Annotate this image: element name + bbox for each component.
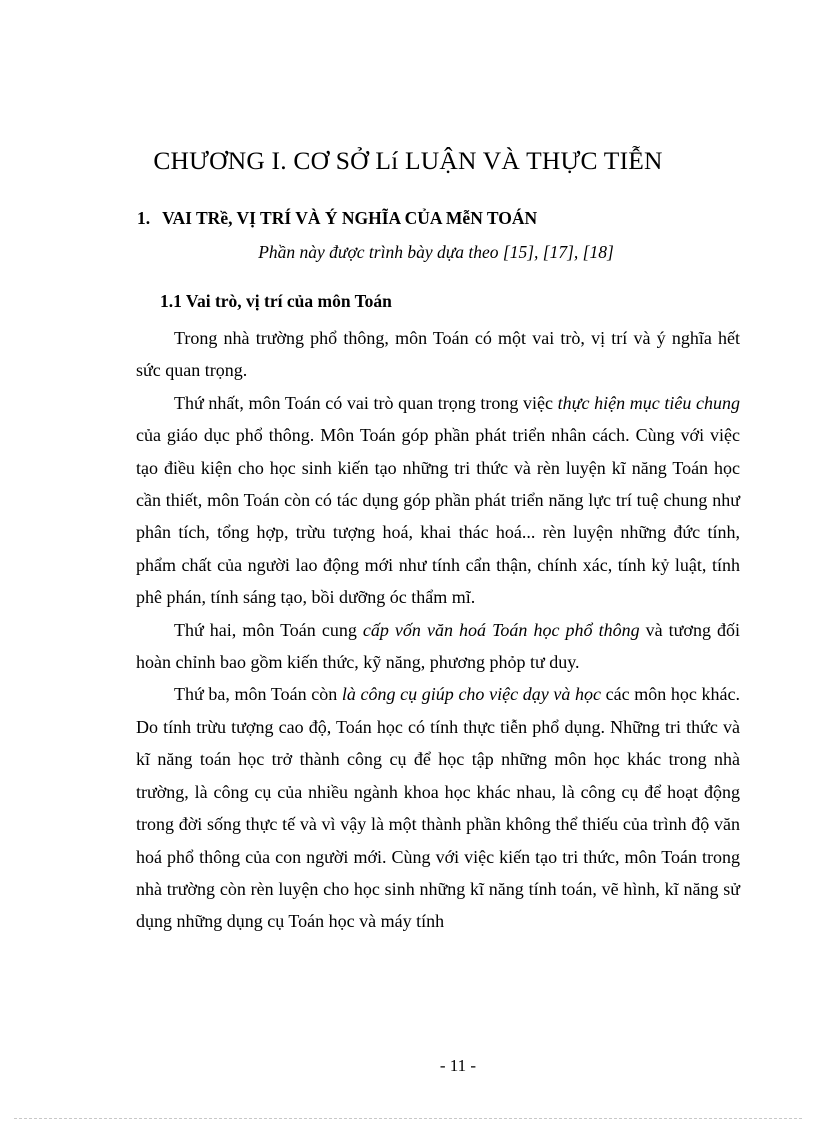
paragraph-2 <box>136 387 740 614</box>
paragraph-text: của giáo dục phổ thông. Môn Toán góp phần phát triển nhân cách. Cùng với việc tạo điều kiện cho học sinh kiến tạo những tri thức và rèn luyện kĩ năng Toán học cần thiết, môn Toán còn có tác dụng góp phần phát triển năng lực trí tuệ chung như phân tích, tổng hợp, trừu tượng hoá, khai thác hoá... rèn luyện những đức tính, phẩm chất của người lao động mới như tính cẩn thận, chính xác, tính kỷ luật, tính phê phán, tính sáng tạo, bồi dưỡng óc thẩm mĩ. <box>136 425 740 608</box>
body-text <box>136 322 740 938</box>
paragraph-text: Thứ hai, môn Toán cung <box>174 619 363 640</box>
paragraph-text: Thứ ba, môn Toán còn <box>174 684 342 705</box>
chapter-title: CHƯƠNG I. CƠ SỞ Lí LUẬN VÀ THỰC TIỄN <box>153 146 663 175</box>
page-bottom-divider <box>14 1118 802 1119</box>
paragraph-1 <box>136 322 740 387</box>
page-number: - 11 - <box>439 1056 477 1075</box>
paragraph-text: và tương đối hoàn chỉnh bao gồm kiến thức, kỹ năng, phương phỏp tư duy. <box>136 619 740 673</box>
paragraph-3 <box>136 614 740 679</box>
paragraph-4 <box>136 678 740 937</box>
emphasis-text: cấp vốn văn hoá Toán học phổ thông <box>362 619 640 640</box>
paragraph-text: Thứ nhất, môn Toán có vai trò quan trọng trong việc <box>174 392 558 413</box>
emphasis-text: là công cụ giúp cho việc dạy và học <box>341 684 601 705</box>
section-title: VAI TRề, VỊ TRÍ VÀ Ý NGHĨA CỦA MễN TOÁN <box>162 208 538 228</box>
section-heading <box>137 208 537 229</box>
source-note: Phần này được trình bày dựa theo [15], [17], [18] <box>258 242 614 262</box>
paragraph-text: Trong nhà trường phổ thông, môn Toán có một vai trò, vị trí và ý nghĩa hết sức quan trọng. <box>136 328 740 381</box>
subsection-heading: 1.1 Vai trò, vị trí của môn Toán <box>160 291 392 311</box>
emphasis-text: thực hiện mục tiêu chung <box>557 392 740 413</box>
paragraph-text: các môn học khác. Do tính trừu tượng cao độ, Toán học có tính thực tiễn phổ dụng. Những tri thức và kĩ năng toán học trở thành công cụ để học tập những môn học khác trong nhà trường, là công cụ của nhiều ngành khoa học khác nhau, là công cụ để hoạt động trong đời sống thực tế và vì vậy là một thành phần không thể thiếu của trình độ văn hoá phổ thông của con người mới. Cùng với việc kiến tạo tri thức, môn Toán trong nhà trường còn rèn luyện cho học sinh những kĩ năng tính toán, vẽ hình, kĩ năng sử dụng những dụng cụ Toán học và máy tính <box>136 684 740 932</box>
section-number: 1. <box>137 208 151 228</box>
